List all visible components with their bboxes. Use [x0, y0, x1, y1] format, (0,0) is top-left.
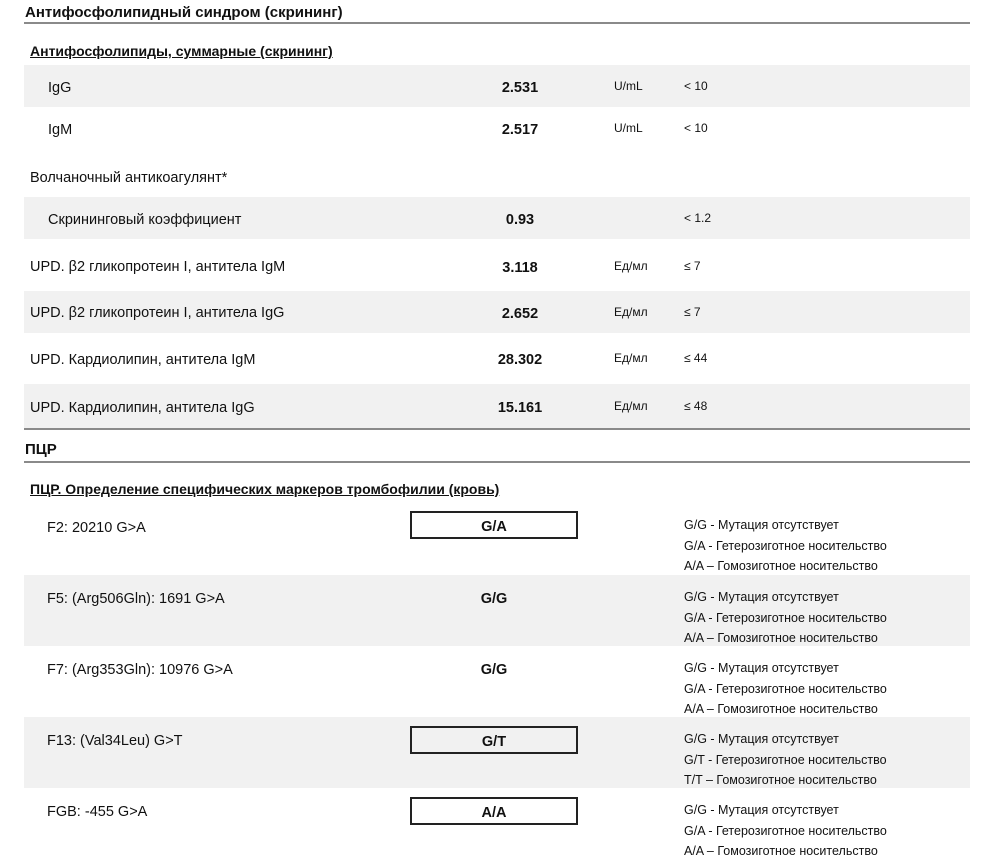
- test-name: Скрининговый коэффициент: [48, 212, 242, 228]
- test-unit: Ед/мл: [614, 351, 648, 365]
- table-row: [24, 291, 970, 333]
- test-unit: Ед/мл: [614, 259, 648, 273]
- test-name: UPD. β2 гликопротеин I, антитела IgM: [30, 259, 286, 275]
- genotype-legend: [684, 658, 887, 720]
- test-value: 2.517: [501, 122, 539, 138]
- pcr-row: [24, 717, 970, 788]
- legend-line: G/G - Мутация отсутствует: [684, 661, 839, 675]
- group-label-lupus-anticoagulant: Волчаночный антикоагулянт*: [30, 170, 228, 186]
- test-name: UPD. Кардиолипин, антитела IgM: [30, 352, 256, 368]
- test-value: 2.652: [501, 306, 539, 322]
- legend-line: A/A – Гомозиготное носительство: [684, 559, 878, 573]
- test-name: UPD. Кардиолипин, антитела IgG: [30, 400, 255, 416]
- legend-line: G/G - Мутация отсутствует: [684, 590, 839, 604]
- pcr-row: [24, 788, 970, 859]
- legend-line: G/G - Мутация отсутствует: [684, 518, 839, 532]
- test-unit: Ед/мл: [614, 305, 648, 319]
- genotype-result: A/A: [410, 797, 578, 825]
- genotype-legend: [684, 800, 887, 862]
- test-value: 0.93: [505, 212, 535, 228]
- legend-line: G/G - Мутация отсутствует: [684, 803, 839, 817]
- table-row: [24, 333, 970, 384]
- table-row: [24, 384, 970, 428]
- marker-name: F5: (Arg506Gln): 1691 G>A: [47, 591, 225, 607]
- marker-name: F13: (Val34Leu) G>T: [47, 733, 183, 749]
- test-reference: ≤ 7: [684, 305, 701, 319]
- table-row: [24, 65, 970, 107]
- table-row: [24, 245, 970, 291]
- genotype-result: G/G: [480, 662, 508, 678]
- test-reference: < 10: [684, 121, 708, 135]
- test-reference: < 10: [684, 79, 708, 93]
- test-value: 15.161: [497, 400, 543, 416]
- legend-line: G/G - Мутация отсутствует: [684, 732, 839, 746]
- test-reference: < 1.2: [684, 211, 712, 225]
- legend-line: G/A - Гетерозиготное носительство: [684, 538, 887, 553]
- section-divider: [24, 461, 970, 463]
- genotype-result: G/T: [410, 726, 578, 754]
- subsection-title-thrombophilia-markers: ПЦР. Определение специфических маркеров тромбофилии (кровь): [30, 481, 500, 497]
- genotype-legend: [684, 515, 887, 577]
- marker-name: F7: (Arg353Gln): 10976 G>A: [47, 662, 233, 678]
- legend-line: G/A - Гетерозиготное носительство: [684, 823, 887, 838]
- test-unit: Ед/мл: [614, 399, 648, 413]
- test-unit: U/mL: [614, 121, 643, 135]
- legend-line: T/T – Гомозиготное носительство: [684, 773, 877, 787]
- section-divider: [24, 22, 970, 24]
- test-reference: ≤ 7: [684, 259, 701, 273]
- test-reference: ≤ 48: [684, 399, 708, 413]
- marker-name: FGB: -455 G>A: [47, 804, 148, 820]
- legend-line: A/A – Гомозиготное носительство: [684, 631, 878, 645]
- genotype-result: G/G: [480, 591, 508, 607]
- legend-line: G/A - Гетерозиготное носительство: [684, 610, 887, 625]
- test-value: 3.118: [502, 260, 538, 276]
- section-divider: [24, 428, 970, 430]
- section-title-pcr: ПЦР: [25, 441, 57, 458]
- table-row: [24, 107, 970, 149]
- test-value: 28.302: [497, 352, 543, 368]
- test-name: IgG: [48, 80, 72, 96]
- marker-name: F2: 20210 G>A: [47, 520, 146, 536]
- test-name: IgM: [48, 122, 73, 138]
- test-unit: U/mL: [614, 79, 643, 93]
- genotype-result: G/A: [410, 511, 578, 539]
- genotype-legend: [684, 729, 887, 791]
- test-name: UPD. β2 гликопротеин I, антитела IgG: [30, 305, 285, 321]
- test-value: 2.531: [501, 80, 539, 96]
- pcr-row: [24, 575, 970, 646]
- pcr-row: [24, 646, 970, 717]
- legend-line: A/A – Гомозиготное носительство: [684, 844, 878, 858]
- section-title-aps: Антифосфолипидный синдром (скрининг): [25, 4, 343, 21]
- test-reference: ≤ 44: [684, 351, 708, 365]
- legend-line: G/T - Гетерозиготное носительство: [684, 752, 887, 767]
- legend-line: A/A – Гомозиготное носительство: [684, 702, 878, 716]
- genotype-legend: [684, 587, 887, 649]
- subsection-title-antiphospholipids: Антифосфолипиды, суммарные (скрининг): [30, 43, 333, 59]
- legend-line: G/A - Гетерозиготное носительство: [684, 681, 887, 696]
- pcr-row: [24, 511, 970, 582]
- table-row: [24, 197, 970, 239]
